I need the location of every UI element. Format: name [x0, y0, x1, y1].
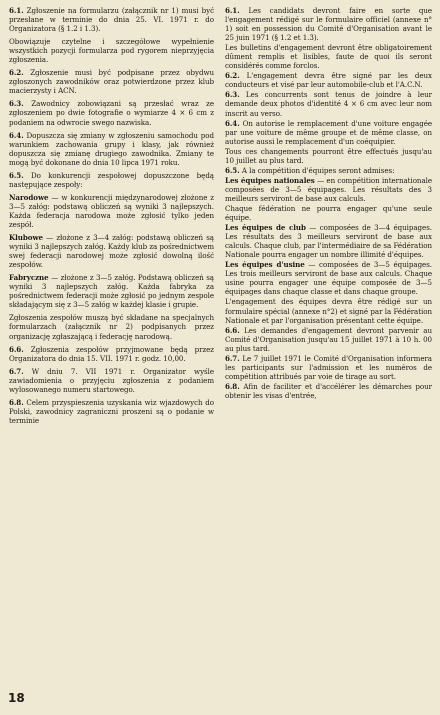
paragraph-text: Les bulletins d'engagement devront être obligatoirement dûment remplis et lisibles, faute de quoi ils seront considérés comme forclos. — [225, 43, 432, 71]
paragraph — [225, 119, 432, 146]
section-number: 6.3. — [225, 90, 240, 100]
paragraph-text: Tous ces changements pourront être effectués jusqu'au 10 juillet au plus tard. — [225, 146, 432, 165]
defined-term: Narodowe — [9, 192, 49, 202]
paragraph-text: Zgłoszenie musi być podpisane przez obydwu zgłoszonych zawodników oraz potwierdzone przez klub macierzysty i ACN. — [9, 68, 214, 96]
paragraph-text: Le 7 juillet 1971 le Comité d'Organisation informera les participants sur l'admission et les numéros de compétition attribués par voie de tirage au sort. — [225, 353, 432, 381]
paragraph — [225, 354, 432, 381]
section-number: 6.8. — [9, 397, 24, 407]
defined-term: Les équipes nationales — [225, 175, 315, 185]
paragraph-text: — composées de 3—5 équipages. Les trois meilleurs serviront de base aux calculs. Chaque usine pourra engager une équipe composée de 3—5 équipages dans chaque classe et dans chaque groupe. — [225, 260, 432, 297]
section-number: 6.8. — [225, 381, 240, 391]
section-number: 6.1. — [9, 6, 24, 15]
section-number: 6.3. — [9, 99, 24, 109]
section-number: 6.6. — [225, 325, 240, 335]
paragraph-text: L'engagement des équipes devra être rédigé sur un formulaire spécial (annexe n°2) et signé par la Fédération Nationale et par l'organisation présentant cette équipe. — [225, 297, 432, 325]
section-number: 6.7. — [9, 366, 24, 376]
paragraph — [9, 6, 214, 33]
defined-term: Les équipes de club — [225, 223, 306, 233]
paragraph-text: Afin de faciliter et d'accélérer les démarches pour obtenir les visas d'entrée, — [225, 381, 432, 400]
paragraph — [9, 171, 214, 189]
section-number: 6.2. — [225, 71, 240, 81]
paragraph — [225, 382, 432, 400]
paragraph — [9, 273, 214, 309]
paragraph — [9, 131, 214, 167]
defined-term: Fabryczne — [9, 273, 49, 283]
paragraph-text: Zgłoszenie na formularzu (załącznik nr 1) musi być przesłane w terminie do dnia 25. VI. 1971 r. do Organizatora (§ 1.2 i 1.3). — [9, 6, 214, 34]
paragraph — [225, 71, 432, 89]
paragraph-text: — composées de 3—4 équipages. Les résultats des 3 meilleurs serviront de base aux calculs. Chaque club, par l'intermédiaire de sa Fédération Nationale pourra engager un nombre illimité d'équipes. — [225, 223, 432, 260]
paragraph-text: Chaque fédération ne pourra engager qu'une seule équipe. — [225, 203, 432, 223]
paragraph — [225, 43, 432, 70]
paragraph — [225, 204, 432, 222]
paragraph-text: Zawodnicy zobowiązani są przesłać wraz ze zgłoszeniem po dwie fotografie o wymiarze 4 × 6 cm z podaniem na odwrocie swego nazwiska. — [9, 99, 214, 127]
section-number: 6.6. — [9, 344, 24, 354]
paragraph — [9, 68, 214, 95]
paragraph-text: — w konkurencji międzynarodowej złożone z 3—5 załóg: podstawą obliczeń są wyniki 3 najlepszych. Każda federacja narodowa może zgłosić tylko jeden zespół. — [9, 192, 214, 229]
paragraph-text: W dniu 7. VII 1971 r. Organizator wyśle zawiadomienia o przyjęciu zgłoszenia z podaniem wylosowanego numeru startowego. — [9, 366, 214, 394]
section-number: 6.1. — [225, 6, 240, 15]
paragraph-text: Do konkurencji zespołowej dopuszczone będą następujące zespoły: — [9, 170, 214, 189]
section-number: 6.4. — [9, 130, 24, 140]
defined-term: Klubowe — [9, 233, 43, 243]
section-number: 6.4. — [225, 118, 240, 128]
paragraph — [9, 398, 214, 425]
french-column — [225, 6, 432, 401]
paragraph-text: Obowiązuje czytelne i szczegółowe wypełnienie wszystkich pozycji formularza pod rygorem nieprzyjęcia zgłoszenia. — [9, 37, 214, 65]
paragraph-text: Les demandes d'engagement devront parvenir au Comité d'Organisation jusqu'au 15 juillet 1971 à 10 h. 00 au plus tard. — [225, 325, 432, 353]
paragraph-text: Celem przyspieszenia uzyskania wiz wjazdowych do Polski, zawodnicy zagraniczni proszeni są o podanie w terminie — [9, 397, 214, 425]
paragraph — [225, 223, 432, 259]
paragraph — [9, 313, 214, 340]
section-number: 6.5. — [225, 165, 240, 175]
paragraph — [9, 367, 214, 394]
defined-term: Les équipes d'usine — [225, 260, 305, 270]
paragraph — [225, 297, 432, 324]
paragraph-text: — en compétition internationale composées de 3—5 équipages. Les résultats des 3 meilleurs serviront de base aux calculs. — [225, 175, 432, 203]
paragraph-text: Dopuszcza się zmiany w zgłoszeniu samochodu pod warunkiem zachowania grupy i klasy, jak również dopuszcza się zmianę drugiego zawodnika. Zmiany te mogą być dokonane do dnia 10 lipca 1971 roku. — [9, 130, 214, 167]
paragraph — [9, 233, 214, 269]
paragraph — [225, 90, 432, 117]
section-number: 6.5. — [9, 170, 24, 180]
paragraph-text: Zgłoszenia zespołów muszą być składane na specjalnych formularzach (załącznik nr 2) podpisanych przez organizację zgłaszającą i federację narodową. — [9, 313, 214, 341]
section-number: 6.2. — [9, 68, 24, 78]
page-number: 18 — [8, 691, 25, 705]
polish-column — [9, 6, 214, 429]
paragraph-text: On autorise le remplacement d'une voiture engagée par une voiture de même groupe et de même classe, on autorise aussi le remplacement d'un coéquipier. — [225, 118, 432, 146]
paragraph-text: — złożone z 3—4 załóg: podstawą obliczeń są wyniki 3 najlepszych załóg. Każdy klub za pośrednictwem swej federacji narodowej może zgłosić dowolną ilość zespołów. — [9, 233, 214, 270]
paragraph — [9, 193, 214, 229]
paragraph-text: — złożone z 3—5 załóg. Podstawą obliczeń są wyniki 3 najlepszych załóg. Każda fabryka za pośrednictwem federacji może zgłosić po jednym zespole składającym się z 3—5 załóg w każdej klasie i grupie. — [9, 273, 214, 310]
paragraph-text: L'engagement devra être signé par les deux conducteurs et visé par leur automobile-club et l'A.C.N. — [225, 71, 432, 90]
paragraph — [9, 99, 214, 126]
paragraph-text: Zgłoszenia zespołów przyjmowane będą przez Organizatora do dnia 15. VII. 1971 r. godz. 10,00. — [9, 344, 214, 363]
paragraph — [225, 6, 432, 42]
paragraph — [225, 260, 432, 296]
paragraph-text: A la compétition d'équipes seront admises: — [241, 165, 395, 175]
section-number: 6.7. — [225, 353, 240, 363]
paragraph-text: Les concurrents sont tenus de joindre à leur demande deux photos d'identité 4 × 6 cm avec leur nom inscrit au verso. — [225, 90, 432, 118]
paragraph — [225, 176, 432, 203]
paragraph — [9, 37, 214, 64]
paragraph-text: Les candidats devront faire en sorte que l'engagement rédigé sur le formulaire officiel (annexe n° 1) soit en possession du Comité d'Organisation avant le 25 juin 1971 (§ 1.2 et 1.3). — [225, 6, 432, 43]
paragraph — [225, 147, 432, 165]
paragraph — [225, 326, 432, 353]
paragraph — [9, 345, 214, 363]
paragraph — [225, 166, 432, 175]
